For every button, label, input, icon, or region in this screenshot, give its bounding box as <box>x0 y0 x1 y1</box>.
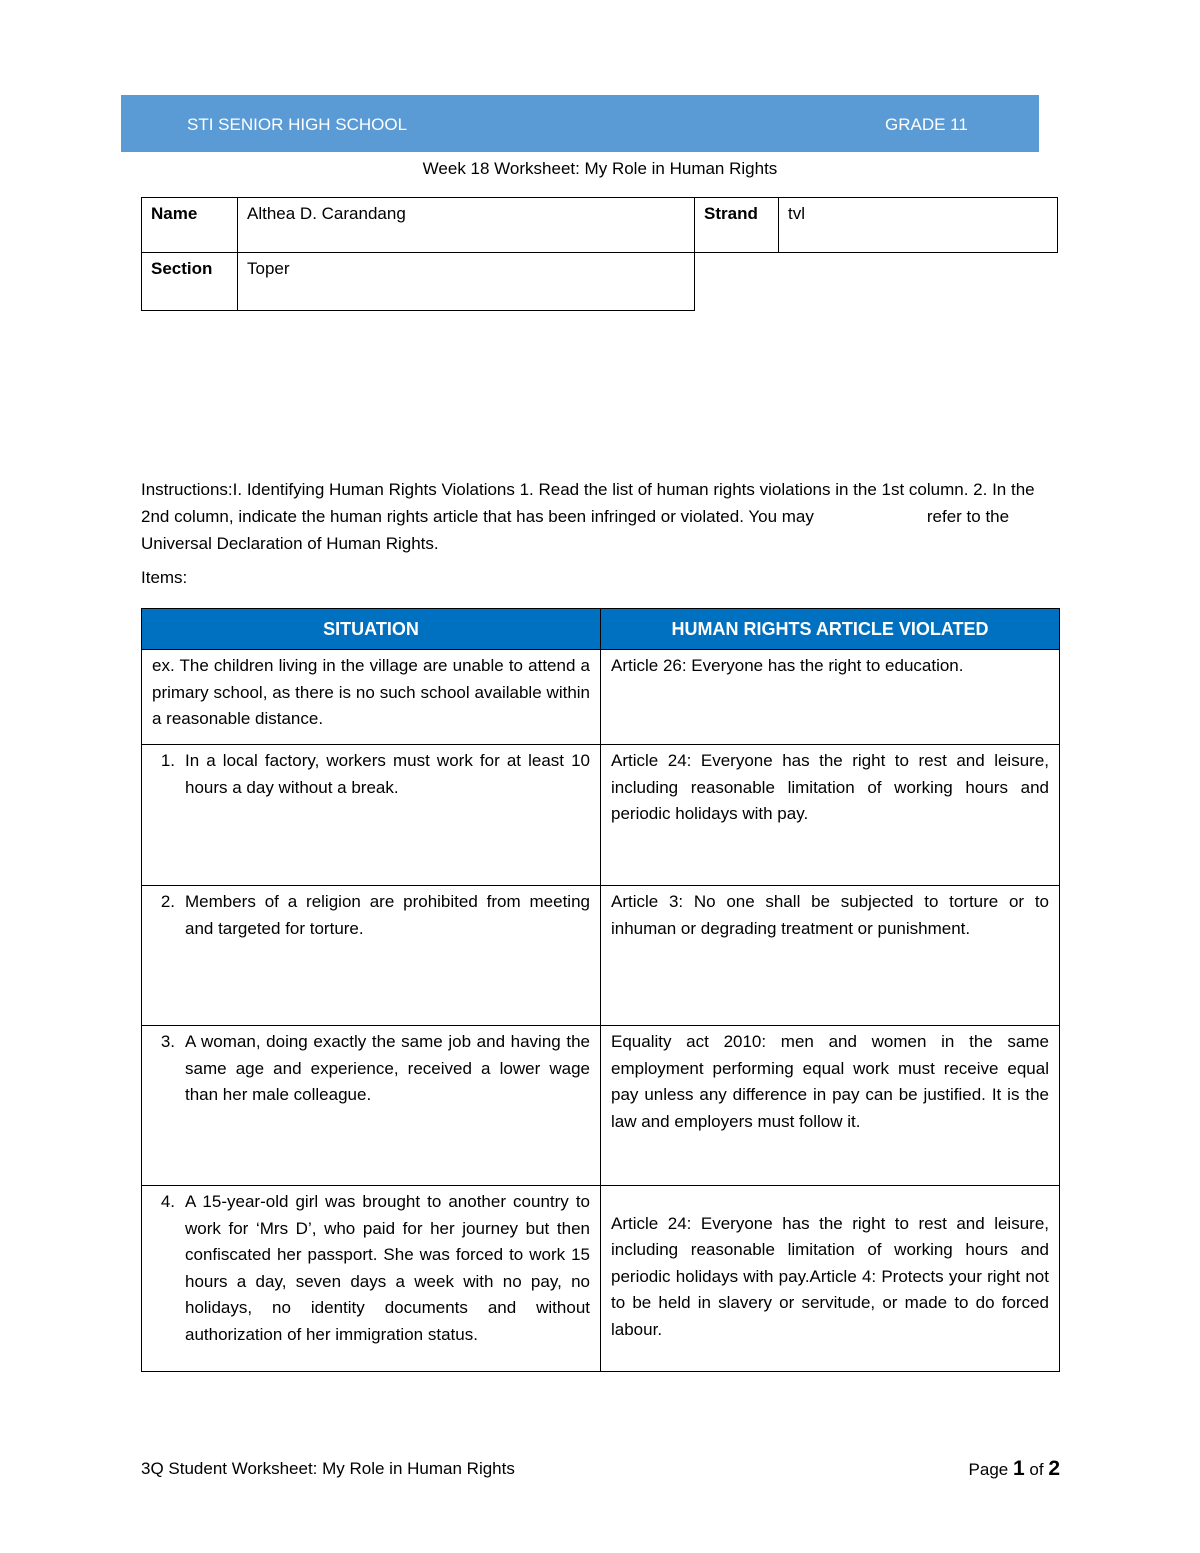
situation-text: In a local factory, workers must work for at least 10 hours a day without a break. <box>185 751 590 797</box>
section-label: Section <box>142 253 238 311</box>
page-indicator <box>969 1457 1060 1481</box>
article-cell: Article 24: Everyone has the right to rest and leisure, including reasonable limitation of working hours and periodic holidays with pay. <box>601 745 1060 886</box>
situation-cell <box>142 1026 601 1186</box>
article-cell <box>601 1186 1060 1372</box>
article-header: HUMAN RIGHTS ARTICLE VIOLATED <box>601 609 1060 650</box>
item-number: 2. <box>160 892 175 911</box>
situation-text: A woman, doing exactly the same job and having the same age and experience, received a lower wage than her male colleague. <box>185 1032 590 1104</box>
article-text: Article 24: Everyone has the right to rest and leisure, including reasonable limitation of working hours and periodic holidays with pay.Article 4: Protects your right not to be held in slavery or servitude, or made to do forced labour. <box>611 1213 1049 1339</box>
instructions-text-cont: refer to the Universal Declaration of Human Rights. <box>141 507 1010 553</box>
page-word: Page <box>968 1460 1009 1479</box>
instructions-text: Instructions:I. Identifying Human Rights Violations 1. Read the list of human rights violations in the 1st column. 2. In the 2nd column, indicate the human rights article that has been infringed or violated. You may <box>141 480 1035 526</box>
item-number: 4. <box>160 1192 175 1211</box>
student-info-table <box>141 197 1058 311</box>
situation-text: Members of a religion are prohibited from meeting and targeted for torture. <box>185 892 590 938</box>
section-value: Toper <box>238 253 695 311</box>
situation-cell <box>142 745 601 886</box>
item-number: 1. <box>160 751 175 770</box>
situation-cell <box>142 1186 601 1372</box>
name-label: Name <box>142 198 238 253</box>
article-cell: Article 3: No one shall be subjected to torture or to inhuman or degrading treatment or punishment. <box>601 886 1060 1026</box>
violations-table <box>141 608 1060 1372</box>
table-row <box>142 1186 1060 1372</box>
situation-text: A 15-year-old girl was brought to another country to work for ‘Mrs D’, who paid for her journey but then confiscated her passport. She was forced to work 15 hours a day, seven days a week with no pay, no holidays, no identity documents and without authorization of her immigration status. <box>185 1192 590 1344</box>
strand-label: Strand <box>695 198 779 253</box>
article-cell: Article 26: Everyone has the right to education. <box>601 650 1060 745</box>
situation-cell: ex. The children living in the village are unable to attend a primary school, as there is no such school available within a reasonable distance. <box>142 650 601 745</box>
school-name: STI SENIOR HIGH SCHOOL <box>187 115 408 134</box>
header-banner <box>121 95 1039 152</box>
table-row <box>142 745 1060 886</box>
article-cell: Equality act 2010: men and women in the same employment performing equal work must receive equal pay unless any difference in pay can be justified. It is the law and employers must follow it. <box>601 1026 1060 1186</box>
instructions <box>141 476 1061 557</box>
page-number: 1 <box>1012 1457 1025 1480</box>
info-empty-cell <box>695 253 1058 311</box>
page-total: 2 <box>1048 1457 1060 1480</box>
footer-title: 3Q Student Worksheet: My Role in Human Rights <box>141 1459 515 1478</box>
table-row <box>142 886 1060 1026</box>
grade-label: GRADE 11 <box>885 115 968 134</box>
table-row <box>142 1026 1060 1186</box>
strand-value: tvl <box>779 198 1058 253</box>
of-word: of <box>1029 1460 1044 1479</box>
worksheet-title: Week 18 Worksheet: My Role in Human Rights <box>422 159 778 178</box>
items-label: Items: <box>141 568 188 587</box>
item-number: 3. <box>160 1032 175 1051</box>
name-value: Althea D. Carandang <box>238 198 695 253</box>
situation-cell <box>142 886 601 1026</box>
table-row <box>142 650 1060 745</box>
situation-header: SITUATION <box>142 609 601 650</box>
